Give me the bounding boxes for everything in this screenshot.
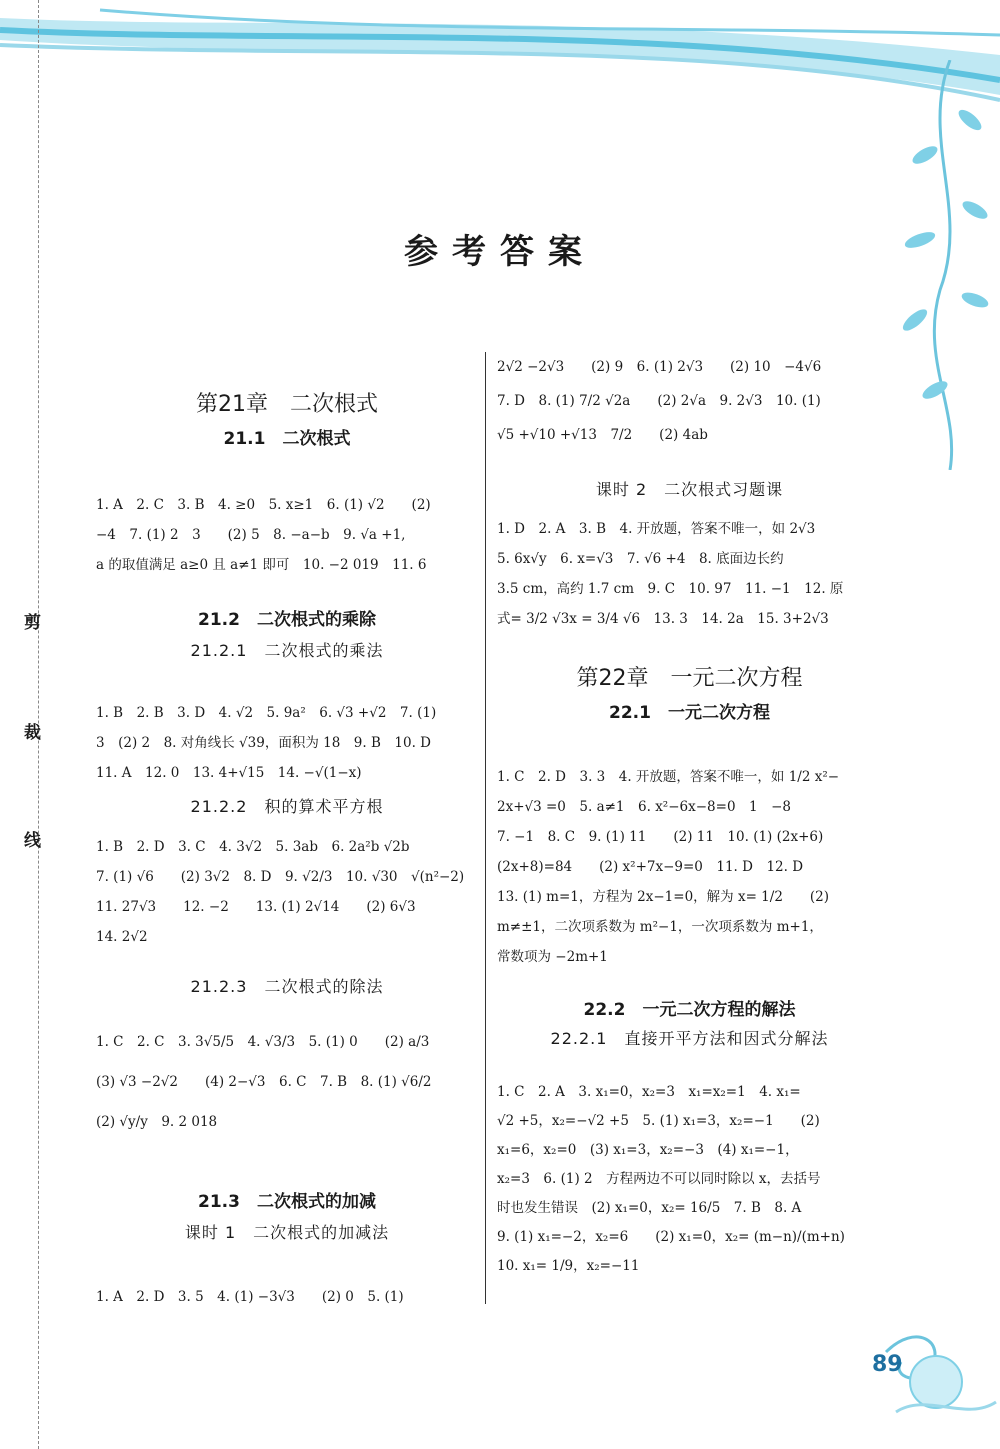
answer-line: 10. x₁= 1/9，x₂=−11 [497, 1258, 640, 1274]
answer-line: 11. 27√3 12. −2 13. (1) 2√14 (2) 6√3 [96, 899, 416, 915]
section-22-1-answers [497, 762, 882, 972]
page-corner-decoration [876, 1322, 1000, 1442]
section-21-1-answers [96, 490, 478, 580]
answer-line: 1. A 2. C 3. B 4. ≥0 5. x≥1 6. (1) √2 (2) [96, 497, 431, 513]
answer-line: 7. D 8. (1) 7/2 √2a (2) 2√a 9. 2√3 10. (1) [497, 393, 821, 409]
answer-line: 1. A 2. D 3. 5 4. (1) −3√3 (2) 0 5. (1) [96, 1289, 404, 1305]
subsection-22-2-1-answers [497, 1078, 882, 1281]
lesson-1-title: 课时 1 二次根式的加减法 [184, 1223, 390, 1242]
answer-line: (3) √3 −2√2 (4) 2−√3 6. C 7. B 8. (1) √6/2 [96, 1074, 432, 1090]
answer-line: 3.5 cm，高约 1.7 cm 9. C 10. 97 11. −1 12. 原 [497, 581, 844, 597]
subsection-21-2-2-title: 21.2.2 积的算术平方根 [190, 797, 384, 816]
answer-line: x₁=6，x₂=0 (3) x₁=3，x₂=−3 (4) x₁=−1， [497, 1142, 799, 1158]
answer-line: 5. 6x√y 6. x=√3 7. √6 +4 8. 底面边长约 [497, 551, 784, 567]
section-21-1-title: 21.1 二次根式 [223, 429, 351, 449]
answer-line: 14. 2√2 [96, 929, 148, 945]
answer-line: 1. B 2. B 3. D 4. √2 5. 9a² 6. √3 +√2 7. (1) [96, 705, 437, 721]
answer-line: 3 (2) 2 8. 对角线长 √39，面积为 18 9. B 10. D [96, 735, 431, 751]
section-21-3-title: 21.3 二次根式的加减 [198, 1192, 376, 1212]
lesson-1-answers [96, 1282, 478, 1312]
column-divider [485, 352, 486, 1304]
cut-line-char: 剪 [24, 613, 41, 633]
section-21-2-title: 21.2 二次根式的乘除 [198, 610, 376, 630]
subsection-22-2-1-title: 22.2.1 直接开平方法和因式分解法 [550, 1029, 829, 1048]
answer-line: (2) √y/y 9. 2 018 [96, 1114, 218, 1130]
subsection-21-2-1-answers [96, 698, 478, 788]
answer-line: 式= 3/2 √3x = 3/4 √6 13. 3 14. 2a 15. 3+2√3 [497, 611, 829, 627]
answer-line: 1. B 2. D 3. C 4. 3√2 5. 3ab 6. 2a²b √2b [96, 839, 410, 855]
answer-line: √2 +5，x₂=−√2 +5 5. (1) x₁=3，x₂=−1 (2) [497, 1113, 820, 1129]
section-21-3-continued-answers [497, 350, 882, 452]
answer-line: 1. C 2. C 3. 3√5/5 4. √3/3 5. (1) 0 (2) a/3 [96, 1034, 430, 1050]
answer-line: a 的取值满足 a≥0 且 a≠1 即可 10. −2 019 11. 6 [96, 557, 427, 573]
lesson-2-title: 课时 2 二次根式习题课 [595, 480, 784, 499]
answer-line: √5 +√10 +√13 7/2 (2) 4ab [497, 427, 708, 443]
answer-line: 常数项为 −2m+1 [497, 949, 608, 965]
subsection-21-2-1-title: 21.2.1 二次根式的乘法 [190, 641, 384, 660]
answer-line: 11. A 12. 0 13. 4+√15 14. −√(1−x) [96, 765, 362, 781]
cut-line-char: 裁 [24, 723, 41, 743]
section-22-1-title: 22.1 一元二次方程 [609, 703, 770, 723]
page-title: 参考答案 [404, 232, 596, 272]
answer-line: −4 7. (1) 2 3 (2) 5 8. −a−b 9. √a +1, [96, 527, 406, 543]
answer-line: 1. D 2. A 3. B 4. 开放题，答案不唯一，如 2√3 [497, 521, 816, 537]
ribbon-decoration [0, 0, 1000, 120]
answer-line: 1. C 2. A 3. x₁=0，x₂=3 x₁=x₂=1 4. x₁= [497, 1084, 801, 1100]
answer-line: (2x+8)=84 (2) x²+7x−9=0 11. D 12. D [497, 859, 804, 875]
answer-line: 时也发生错误 (2) x₁=0，x₂= 16/5 7. B 8. A [497, 1200, 802, 1216]
answer-line: 2x+√3 =0 5. a≠1 6. x²−6x−8=0 1 −8 [497, 799, 792, 815]
section-22-2-title: 22.2 一元二次方程的解法 [583, 1000, 796, 1020]
page-number: 89 [872, 1352, 903, 1377]
answer-line: m≠±1，二次项系数为 m²−1，一次项系数为 m+1， [497, 919, 823, 935]
answer-line: 7. (1) √6 (2) 3√2 8. D 9. √2/3 10. √30 √(n²−2) [96, 869, 465, 885]
subsection-21-2-3-answers [96, 1022, 478, 1142]
answer-line: x₂=3 6. (1) 2 方程两边不可以同时除以 x，去括号 [497, 1171, 821, 1187]
subsection-21-2-2-answers [96, 832, 478, 952]
subsection-21-2-3-title: 21.2.3 二次根式的除法 [190, 977, 384, 996]
answer-line: 7. −1 8. C 9. (1) 11 (2) 11 10. (1) (2x+6) [497, 829, 824, 845]
lesson-2-answers [497, 514, 882, 634]
cut-line-char: 线 [24, 831, 41, 851]
answer-line: 13. (1) m=1，方程为 2x−1=0，解为 x= 1/2 (2) [497, 889, 830, 905]
chapter-22-title: 第22章 一元二次方程 [576, 666, 803, 691]
chapter-21-title: 第21章 二次根式 [196, 392, 378, 417]
answer-line: 9. (1) x₁=−2，x₂=6 (2) x₁=0，x₂= (m−n)/(m+n) [497, 1229, 845, 1245]
answer-line: 1. C 2. D 3. 3 4. 开放题，答案不唯一，如 1/2 x²− [497, 769, 840, 785]
answer-line: 2√2 −2√3 (2) 9 6. (1) 2√3 (2) 10 −4√6 [497, 359, 822, 375]
